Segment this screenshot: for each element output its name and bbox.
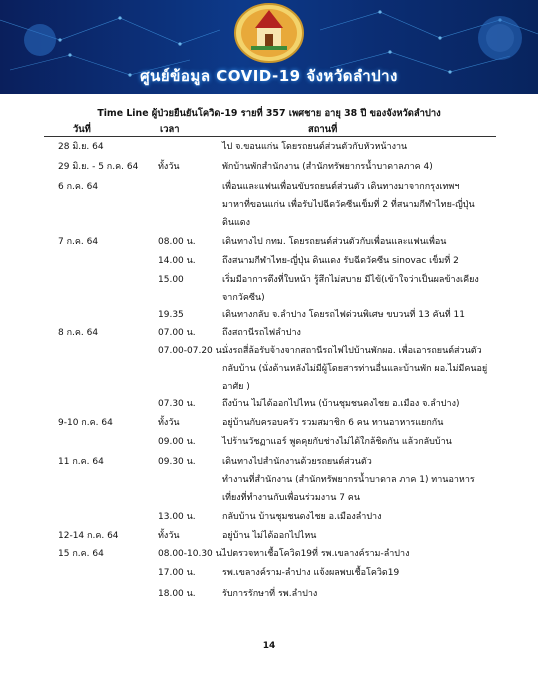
row-place-line: พักบ้านพักสำนักงาน (สำนักทรัพยากรน้ำบาดาลภาค 4) [222,162,433,172]
row-time: 14.00 น. [158,256,196,266]
row-date: 29 มิ.ย. - 5 ก.ค. 64 [58,162,139,172]
banner-title: ศูนย์ข้อมูล COVID-19 จังหวัดลำปาง [140,67,398,85]
row-place-line: รับการรักษาที่ รพ.ลำปาง [222,589,318,599]
row-place-line: ถึงสถานีรถไฟลำปาง [222,328,301,338]
row-place-line: จากวัคซีน) [222,293,265,304]
row-place-line: ไป จ.ขอนแก่น โดยรถยนต์ส่วนตัวกับหัวหน้างาน [222,142,408,152]
row-place-line: ทำงานที่สำนักงาน (สำนักทรัพยากรน้ำบาดาล ภาค 1) ทานอาหาร [222,475,475,486]
row-place-line: กลับบ้าน (นั่งด้านหลังไม่มีผู้โดยสารท่านอื่นและบ้านพัก ผอ.ไม่มีคนอยู่ [222,364,488,375]
row-time: 09.30 น. [158,457,196,467]
row-date: 11 ก.ค. 64 [58,457,104,467]
page-number: 14 [262,641,276,651]
row-place-line: นั่งรถสี่ล้อรับจ้างจากสถานีรถไฟไปบ้านพักผอ. เพื่อเอารถยนต์ส่วนตัว [222,346,482,356]
column-header-place: สถานที่ [308,124,338,135]
row-place-line: มาหาที่ขอนแก่น เพื่อรับไปฉีดวัคซีนเข็มที่ 2 ที่สนามกีฬาไทย-ญี่ปุ่น [222,200,475,211]
row-place-line: ถึงสนามกีฬาไทย-ญี่ปุ่น ดินแดง รับฉีดวัคซีน sinovac เข็มที่ 2 [222,256,459,266]
row-time: ทั้งวัน [158,531,180,541]
row-place-line: อยู่บ้านกับครอบครัว รวมสมาชิก 6 คน ทานอาหารแยกกัน [222,418,444,428]
row-place-line: กลับบ้าน บ้านชุมชนดงไชย อ.เมืองลำปาง [222,512,382,522]
row-time: 07.30 น. [158,399,196,409]
row-place-line: ไปร้านวัชฏาแอร์ พูดคุยกับช่างไม่ได้ใกล้ชิดกัน แล้วกลับบ้าน [222,437,452,447]
row-time: 07.00-07.20 น. [158,346,225,356]
row-place-line: เที่ยงที่ทำงานกับเพื่อนร่วมงาน 7 คน [222,493,360,504]
column-header-date: วันที่ [73,124,91,135]
province-seal-icon [233,2,305,64]
row-place-line: ดินแดง [222,218,251,229]
row-place-line: ถึงบ้าน ไม่ได้ออกไปไหน (บ้านชุมชนดงไชย อ.เมือง จ.ลำปาง) [222,399,460,409]
row-date: 12-14 ก.ค. 64 [58,531,119,541]
header-divider [44,136,496,137]
row-date: 6 ก.ค. 64 [58,182,99,192]
row-date: 9-10 ก.ค. 64 [58,418,113,428]
row-time: 19.35 [158,310,184,320]
row-place-line: อยู่บ้าน ไม่ได้ออกไปไหน [222,531,317,541]
row-place-line: ไปตรวจหาเชื้อโควิด19ที่ รพ.เขลางค์ราม-ลำปาง [222,549,410,559]
row-time: ทั้งวัน [158,162,180,172]
row-place-line: รพ.เขลางค์ราม-ลำปาง แจ้งผลพบเชื้อโควิด19 [222,568,400,578]
row-place-line: เดินทางไป กทม. โดยรถยนต์ส่วนตัวกับเพื่อนและแฟนเพื่อน [222,237,447,247]
row-time: 18.00 น. [158,589,196,599]
row-time: 13.00 น. [158,512,196,522]
row-date: 15 ก.ค. 64 [58,549,104,559]
row-place-line: อาศัย ) [222,382,250,393]
row-time: ทั้งวัน [158,418,180,428]
row-time: 07.00 น. [158,328,196,338]
row-time: 08.00-10.30 น. [158,549,225,559]
row-time: 17.00 น. [158,568,196,578]
row-place-line: เริ่มมีอาการตึงที่ใบหน้า รู้สึกไม่สบาย มีไข้(เข้าใจว่าเป็นผลข้างเคียง [222,275,479,285]
row-place-line: เดินทางไปสำนักงานด้วยรถยนต์ส่วนตัว [222,457,372,467]
header-banner [0,0,538,94]
row-date: 7 ก.ค. 64 [58,237,99,247]
timeline-title: Time Line ผู้ป่วยยืนยันโควิด-19 รายที่ 357 เพศชาย อายุ 38 ปี ของจังหวัดลำปาง [97,108,441,119]
row-place-line: เดินทางกลับ จ.ลำปาง โดยรถไฟด่วนพิเศษ ขบวนที่ 13 คันที่ 11 [222,310,466,320]
row-date: 28 มิ.ย. 64 [58,142,104,152]
column-header-time: เวลา [160,124,180,135]
row-time: 08.00 น. [158,237,196,247]
row-place-line: เพื่อนและแฟนเพื่อนขับรถยนต์ส่วนตัว เดินทางมาจากกรุงเทพฯ [222,182,460,192]
row-time: 15.00 [158,275,184,285]
row-time: 09.00 น. [158,437,196,447]
row-date: 8 ก.ค. 64 [58,328,99,338]
